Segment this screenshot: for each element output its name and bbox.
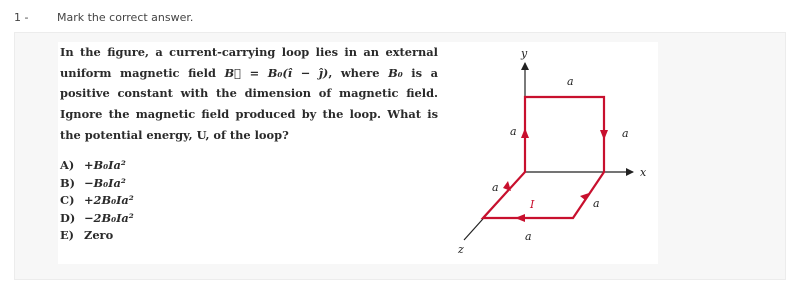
choice-label: E) <box>60 228 75 243</box>
choice-text: +2B₀Ia² <box>84 193 134 208</box>
choice-a[interactable] <box>60 157 134 175</box>
left-side-label: a <box>510 125 517 138</box>
choice-text: +B₀Ia² <box>84 158 126 172</box>
top-side-label: a <box>567 75 574 88</box>
current-arrow-diag-left <box>503 181 511 191</box>
loop-diagram <box>440 40 660 262</box>
current-label: I <box>530 198 535 211</box>
question-instruction: Mark the correct answer. <box>57 11 194 24</box>
current-loop <box>483 97 604 218</box>
bottom-side-label: a <box>525 230 532 243</box>
x-axis-label: x <box>640 166 647 179</box>
choice-label: B) <box>60 175 76 190</box>
right-side-label: a <box>622 127 629 140</box>
question-stem <box>60 42 438 146</box>
answer-choices <box>60 157 134 245</box>
z-axis-label: z <box>458 243 464 256</box>
y-axis-label: y <box>521 47 528 60</box>
stem-text-part1: In the figure, a current-carrying loop lies in an external uniform magnetic field <box>60 45 438 80</box>
choice-text: −2B₀Ia² <box>84 210 134 225</box>
b0-symbol: B₀ <box>388 65 403 80</box>
choice-c[interactable] <box>60 192 134 210</box>
choice-text: −B₀Ia² <box>84 175 126 190</box>
question-number: 1 - <box>14 11 29 24</box>
stem-text-part2: , where <box>328 65 389 80</box>
current-arrow-down <box>600 130 608 140</box>
field-expression: B⃗ = B₀(î − ĵ) <box>224 65 329 80</box>
stem-text-part3: is a positive constant with the dimension of magnetic field. Ignore the magnetic field produced by the loop. What is the potential energy, U, of the loop? <box>60 65 439 142</box>
choice-label: A) <box>60 158 75 172</box>
choice-label: C) <box>60 193 75 208</box>
current-arrow-up <box>521 128 529 138</box>
choice-e[interactable] <box>60 227 134 245</box>
diag-right-label: a <box>593 197 600 210</box>
choice-b[interactable] <box>60 175 134 193</box>
diag-left-label: a <box>492 181 499 194</box>
choice-text: Zero <box>84 228 114 243</box>
current-arrow-left <box>515 214 525 222</box>
choice-d[interactable] <box>60 210 134 228</box>
choice-label: D) <box>60 210 76 225</box>
